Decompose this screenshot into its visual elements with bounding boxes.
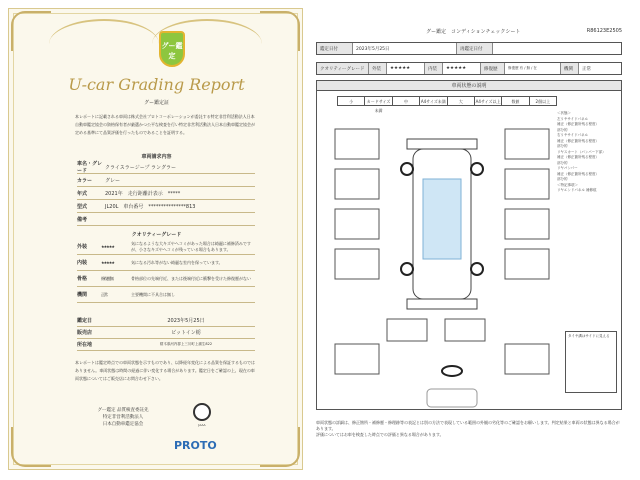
row-key: 鑑定日 [77, 318, 93, 324]
table-row [317, 63, 621, 74]
size-cell: 2個以上 [535, 99, 551, 104]
jaaa-seal-icon [193, 403, 211, 421]
part-box [335, 129, 379, 159]
row-key: 所在地 [77, 342, 93, 348]
size-legend [337, 96, 557, 113]
grade-stars: 正常 [101, 291, 107, 297]
condition-legend: ＜状態＞ 左リヤサイドパネル 補正（修正箇所残る程度） 部分的 右リヤサイドパネル 補正（修正箇所残る程度） 部分的 リヤスカート（バンパー下部） 補正（修正箇所残る程度） 部分的 リヤバンパー 補正（修正箇所残る程度） 部分的 ＜特記事項＞ リヤエンドパネル 補修痕 [557, 111, 606, 192]
row-key: 車名・グレード [77, 161, 103, 174]
car-windshield [423, 179, 461, 259]
vehicle-table [77, 161, 255, 226]
wheel-icon [471, 263, 483, 275]
table-row [317, 43, 621, 54]
date-value: 2023年5月25日 [353, 43, 457, 54]
grade-key: 内装 [77, 260, 88, 266]
row-key: 年式 [77, 190, 88, 197]
sheet-id: R86123E2505 [586, 28, 622, 34]
part-box [335, 249, 379, 279]
date-label: 鑑定日付 [317, 43, 353, 54]
size-cell: A4サイズ未満 [420, 99, 446, 104]
certificate-intro: 本レポートに記載される車両は株式会社プロトコーポレーションが委託する特定非営利活動法人日本自動車鑑定協会の資格保有者が厳選かつ公平な検査を行い特定非営利活動法人日本自動車鑑定協会が定める基準にて品質評価を行ったものであることを証明する。 [75, 114, 255, 135]
inspect-date-row [77, 315, 255, 327]
wheel-icon [401, 163, 413, 175]
grade-desc: 気になるような大キズやヘコミがあった場合は綺麗に補修済みですが、小さなキズやヘコミが残っている場合もあります。 [131, 240, 251, 252]
exterior-label: 外装 [369, 63, 387, 74]
grading-certificate [8, 8, 303, 470]
size-cell: 中 [393, 97, 420, 105]
tire-note: タイヤ溝はサイドに見える [568, 334, 610, 338]
row-value: 2023年5月25日 [167, 318, 205, 324]
tire-note-box [565, 331, 617, 393]
size-cell: A4サイズ以上 [475, 99, 501, 104]
certificate-subtitle: グー鑑定証 [143, 100, 169, 106]
grade-desc: 気になる汚れ等がない綺麗な室内を保っています。 [131, 259, 223, 265]
grade-row [77, 287, 255, 303]
engine-value: 正常 [582, 66, 591, 72]
goo-badge-icon: グー鑑定 [159, 31, 185, 67]
panel-title: 車両状態の説明 [317, 81, 621, 91]
row-value: ビットイン栃 [171, 330, 201, 336]
part-box [335, 209, 379, 239]
part-box [387, 319, 427, 341]
grade-desc: 主要機関に不具合は無し [131, 291, 175, 297]
grade-key: 機関 [77, 292, 88, 298]
wheel-icon [401, 263, 413, 275]
part-box [505, 169, 549, 199]
grade-row [77, 255, 255, 271]
part-box [445, 319, 485, 341]
seal-label: JAAA [198, 423, 206, 427]
row-key: 備考 [77, 216, 88, 223]
exterior-stars: ★★★★★ [387, 63, 425, 74]
certificate-title: U-car Grading Report [68, 75, 245, 94]
grade-table [77, 239, 255, 303]
table-row [77, 174, 255, 187]
grade-stars: ★★★★★ [101, 260, 114, 265]
row-value: 2021年 走行距離計表示 ***** [105, 190, 181, 197]
row-key: カラー [77, 177, 93, 184]
grade-row [77, 271, 255, 287]
ornament-corner-icon [11, 427, 51, 467]
issuer-signature: グー鑑定 品質検査委託先 特定非営利活動法人 日本自動車鑑定協会 [97, 408, 149, 427]
table-row [77, 187, 255, 200]
vehicle-condition-panel [316, 80, 622, 410]
ornament-corner-icon [260, 11, 300, 51]
part-box [505, 249, 549, 279]
frame-label: 修復歴 [481, 63, 505, 74]
table-row [77, 161, 255, 174]
date-table [316, 42, 622, 55]
part-box [335, 344, 379, 374]
vehicle-section-title: 車両請求内容 [141, 154, 172, 160]
interior-seat-outline [427, 389, 477, 407]
row-key: 型式 [77, 203, 88, 210]
size-cell: 大 [448, 97, 475, 105]
grade-row [77, 239, 255, 255]
part-box [505, 209, 549, 239]
part-box [505, 344, 549, 374]
wheel-icon [471, 163, 483, 175]
size-cell: カードサイズ未満 [365, 97, 392, 105]
row-value: JL20L 車台番号 ***************813 [105, 203, 196, 210]
part-box [335, 169, 379, 199]
rear-bumper [407, 299, 477, 309]
size-cell: 小 [338, 97, 365, 105]
row-value: グレー [105, 177, 121, 184]
reinspect-label: 再鑑定日付 [457, 43, 493, 54]
grade-key: 骨格 [77, 276, 88, 282]
reinspect-value [493, 43, 621, 54]
row-value: 栃木県河内郡上三川町上蒲生822 [159, 342, 213, 346]
grade-key: 外装 [77, 244, 88, 250]
ribbon-ornament-icon [49, 19, 159, 69]
row-key: 販売店 [77, 330, 93, 336]
frame-value: 修復歴 有 / 無 / 在 [505, 63, 561, 74]
condition-footnote: 車両状態の詳細は、修正箇所・補修歴・修理跡等の表記とは別の方法で表現している範囲の外観の劣化等のご確認をお願いします。判定結果と車両の状態は異なる場合があります。 評価についてはお車を検査した時点での評価と異なる場合があります。 [316, 420, 620, 437]
size-cell: 数値 [502, 97, 529, 105]
interior-stars: ★★★★★ [443, 63, 481, 74]
ornament-corner-icon [260, 427, 300, 467]
table-row [77, 213, 255, 226]
shop-row [77, 327, 255, 339]
engine-label: 機関 [561, 63, 579, 74]
part-box [505, 129, 549, 159]
row-value: クライスラージープ ラングラー [105, 164, 176, 171]
condition-title: グー鑑定 コンディションチェックシート [426, 29, 521, 35]
vehicle-diagram [327, 109, 557, 409]
certificate-note: 本レポートは鑑定時点での車両状態を示すものであり、以降経年変化による品質を保証するものではありません。車両状態は時間の経過に伴い変化する場合があります。鑑定日をご確認の上、現在の車両状態についてはご販売店にお問合わせ下さい。 [75, 360, 255, 381]
address-row [77, 339, 255, 351]
grade-stars: ★★★★★ [101, 244, 114, 249]
grade-label: クオリティーグレード [317, 63, 369, 74]
front-bumper [407, 139, 477, 149]
grade-summary-table [316, 62, 622, 75]
interior-label: 内装 [425, 63, 443, 74]
ornament-corner-icon [11, 11, 51, 51]
quality-grade-title: クオリティーグレード [131, 232, 182, 238]
grade-desc: 骨格部位の先端付近、または後端付近に衝撃を受けた修復歴がない [131, 275, 251, 281]
steering-wheel-icon [442, 366, 462, 376]
table-row [77, 200, 255, 213]
proto-logo: PROTO [174, 439, 217, 452]
grade-stars: 修復歴無 [101, 275, 113, 281]
